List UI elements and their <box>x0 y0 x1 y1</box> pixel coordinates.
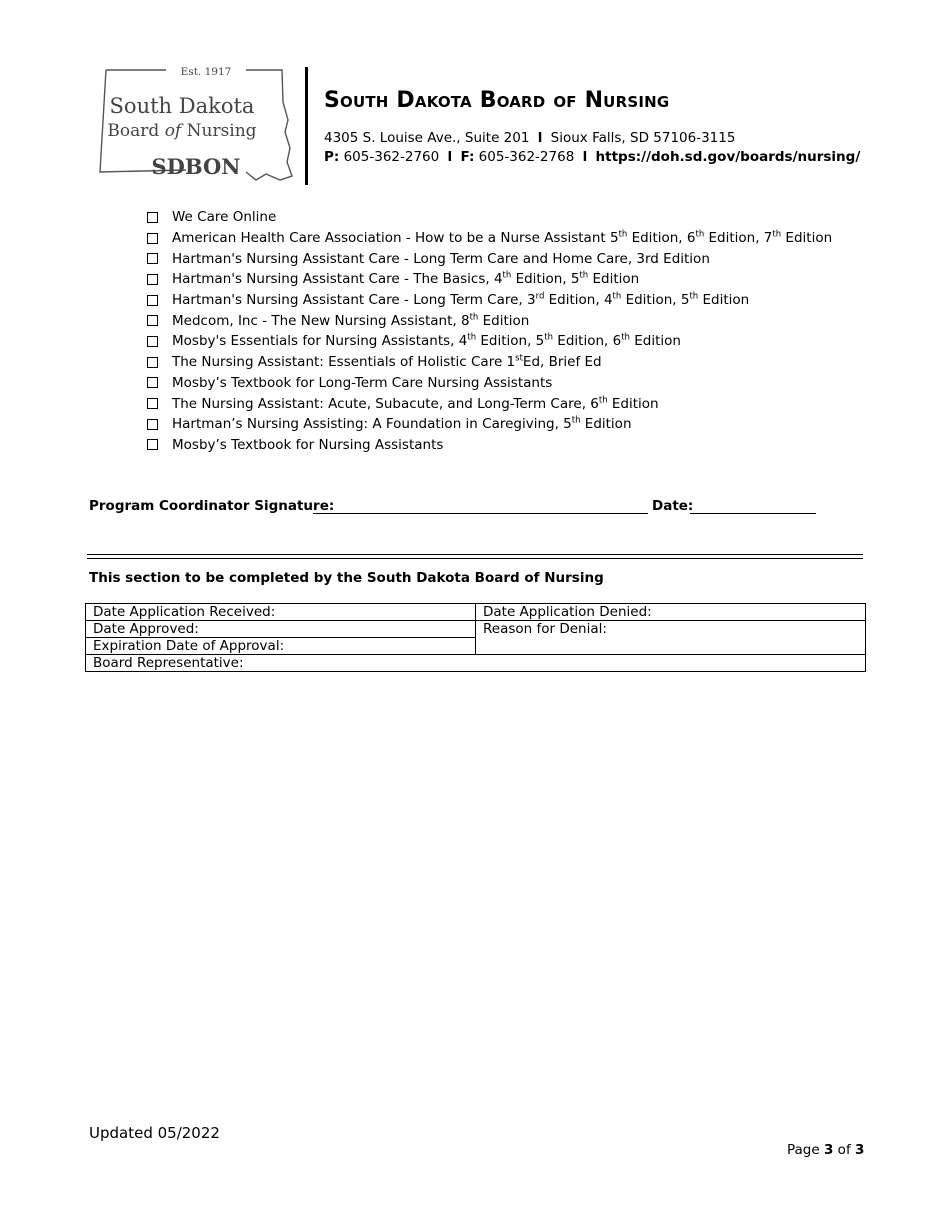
checkbox[interactable] <box>147 377 158 388</box>
textbook-item: Hartman’s Nursing Assisting: A Foundation in Caregiving, 5th Edition <box>147 414 832 435</box>
textbook-item: Hartman's Nursing Assistant Care - The Basics, 4th Edition, 5th Edition <box>147 269 832 290</box>
section-divider <box>87 554 863 559</box>
office-use-table <box>85 603 866 672</box>
address-line <box>324 130 735 146</box>
textbook-item: The Nursing Assistant: Acute, Subacute, and Long-Term Care, 6th Edition <box>147 393 832 414</box>
date-label: Date: <box>652 498 694 514</box>
fax: 605-362-2768 <box>478 149 575 165</box>
checkbox[interactable] <box>147 274 158 285</box>
textbook-item: American Health Care Association - How to be a Nurse Assistant 5th Edition, 6th Edition, 7th Edition <box>147 228 832 249</box>
header-divider <box>305 67 308 185</box>
board-rep-cell[interactable]: Board Representative: <box>86 655 866 672</box>
checkbox[interactable] <box>147 357 158 368</box>
date-received-cell[interactable]: Date Application Received: <box>86 604 476 621</box>
textbook-item: The Nursing Assistant: Essentials of Holistic Care 1stEd, Brief Ed <box>147 352 832 373</box>
separator: l <box>537 130 543 146</box>
phone: 605-362-2760 <box>343 149 440 165</box>
textbook-item: Mosby’s Textbook for Nursing Assistants <box>147 435 832 456</box>
textbook-item: Hartman's Nursing Assistant Care - Long Term Care and Home Care, 3rd Edition <box>147 248 832 269</box>
address: 4305 S. Louise Ave., Suite 201 <box>324 130 530 146</box>
checkbox[interactable] <box>147 295 158 306</box>
city: Sioux Falls, SD 57106-3115 <box>550 130 736 146</box>
sdbon-logo <box>96 62 296 186</box>
separator: l <box>582 149 588 165</box>
textbook-item: Hartman's Nursing Assistant Care - Long Term Care, 3rd Edition, 4th Edition, 5th Edition <box>147 290 832 311</box>
checkbox[interactable] <box>147 253 158 264</box>
checkbox[interactable] <box>147 212 158 223</box>
date-denied-cell[interactable]: Date Application Denied: <box>476 604 866 621</box>
contact-line <box>324 149 860 165</box>
checkbox[interactable] <box>147 233 158 244</box>
logo-line2: Board of Nursing <box>107 121 257 141</box>
separator: l <box>447 149 453 165</box>
textbook-item: Mosby’s Textbook for Long-Term Care Nursing Assistants <box>147 373 832 394</box>
updated-date: Updated 05/2022 <box>89 1124 220 1142</box>
signature-field[interactable] <box>313 513 648 514</box>
logo-est-text: Est. 1917 <box>180 66 232 78</box>
textbook-checklist <box>147 207 832 455</box>
reason-denial-cell[interactable]: Reason for Denial: <box>476 621 866 655</box>
checkbox[interactable] <box>147 398 158 409</box>
page-number: Page 3 of 3 <box>787 1142 865 1158</box>
phone-label: P: <box>324 149 340 165</box>
signature-label: Program Coordinator Signature: <box>89 498 335 514</box>
date-field[interactable] <box>690 513 816 514</box>
fax-label: F: <box>460 149 475 165</box>
textbook-item: Medcom, Inc - The New Nursing Assistant, 8th Edition <box>147 310 832 331</box>
checkbox[interactable] <box>147 315 158 326</box>
date-approved-cell[interactable]: Date Approved: <box>86 621 476 638</box>
office-section-note: This section to be completed by the South Dakota Board of Nursing <box>89 570 604 586</box>
logo-abbr: SDBON <box>151 154 241 179</box>
checkbox[interactable] <box>147 439 158 450</box>
logo-line1: South Dakota <box>109 94 255 118</box>
checkbox[interactable] <box>147 336 158 347</box>
org-name: South Dakota Board of Nursing <box>324 88 670 113</box>
expiration-cell[interactable]: Expiration Date of Approval: <box>86 638 476 655</box>
checkbox[interactable] <box>147 419 158 430</box>
textbook-item: Mosby's Essentials for Nursing Assistants, 4th Edition, 5th Edition, 6th Edition <box>147 331 832 352</box>
website-link[interactable]: https://doh.sd.gov/boards/nursing/ <box>595 149 861 165</box>
textbook-item: We Care Online <box>147 207 832 228</box>
